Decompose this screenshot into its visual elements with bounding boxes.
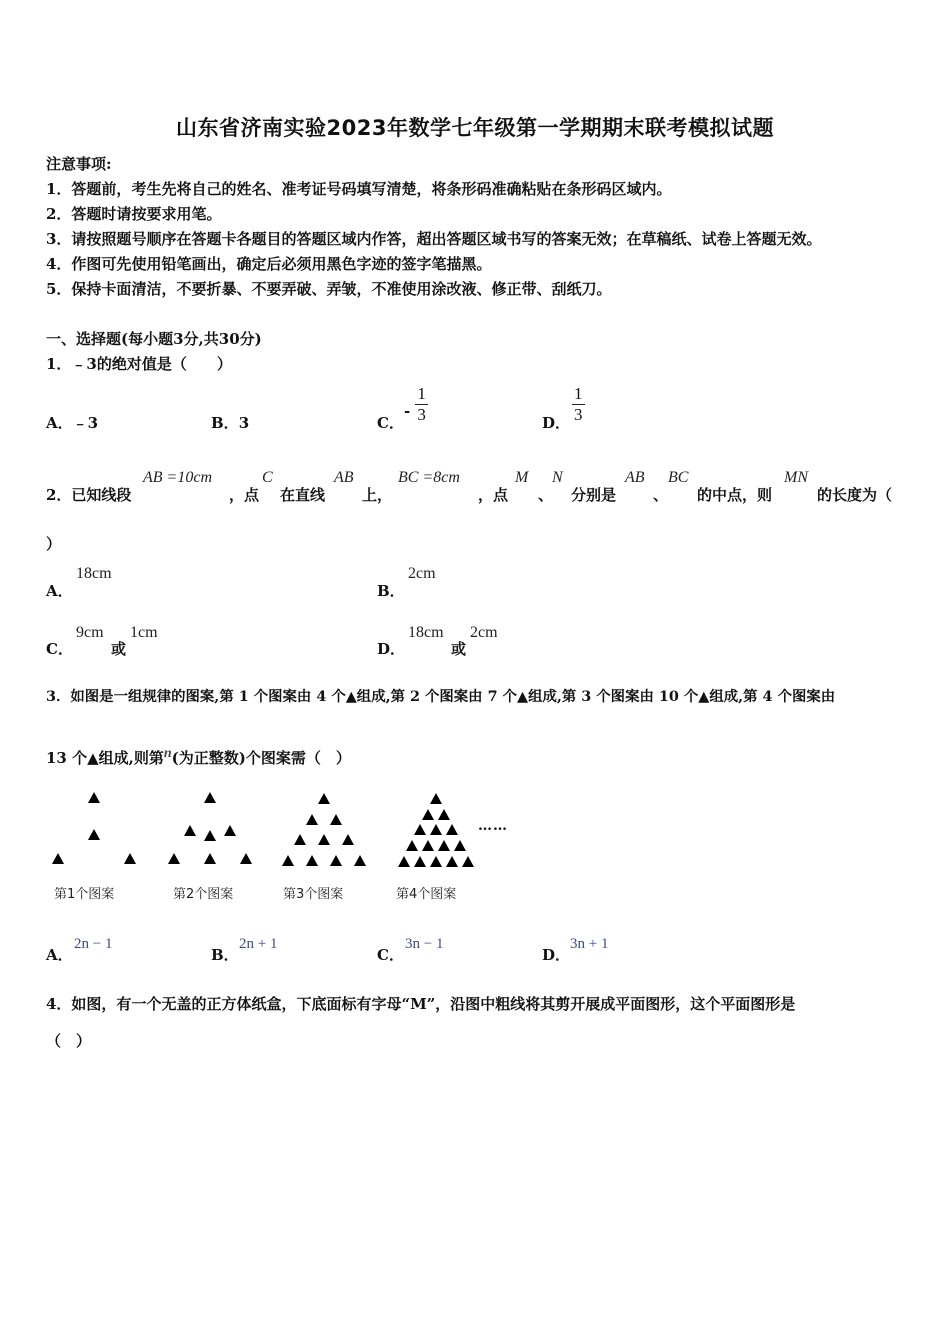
pattern-4 (398, 793, 474, 867)
triangle-icon (124, 853, 136, 864)
q3-option-a-value: 2n − 1 (74, 936, 113, 952)
q3-stem-part-a: 13 个▲组成,则第 (46, 749, 164, 767)
q3-pattern-figure (44, 786, 534, 876)
q2-option-d-or: 或 (451, 640, 467, 658)
triangle-icon (438, 809, 450, 820)
q2-close-paren: ） (46, 535, 62, 553)
q2-math-n: N (552, 469, 563, 486)
q3-option-d-value: 3n + 1 (570, 936, 609, 952)
q2-option-d-value-1: 18cm (408, 624, 444, 641)
note-item-5: 5．保持卡面清洁，不要折暴、不要弄破、弄皱，不准使用涂改液、修正带、刮纸刀。 (46, 280, 612, 298)
q3-option-d-label: D． (542, 946, 571, 964)
q3-option-b-value: 2n + 1 (239, 936, 278, 952)
q2-option-d-label: D． (377, 640, 406, 658)
denominator: 3 (417, 405, 426, 424)
q2-text-10: 的长度为（ (817, 486, 893, 504)
q2-math-bc-2: BC (668, 469, 689, 486)
q3-variable-n: n (163, 746, 172, 761)
option-label: B． (211, 414, 239, 432)
q1-option-d-label: D． (542, 414, 571, 432)
triangle-icon (462, 856, 474, 867)
q2-option-b-value: 2cm (408, 565, 436, 582)
q2-math-mn: MN (784, 469, 808, 486)
q2-text-7: 分别是 (571, 486, 617, 504)
triangle-icon (422, 809, 434, 820)
triangle-icon (354, 855, 366, 866)
page-title: 山东省济南实验2023年数学七年级第一学期期末联考模拟试题 (176, 116, 774, 140)
option-label: A． (46, 414, 73, 432)
q2-math-m: M (515, 469, 529, 486)
q3-option-b-label: B． (211, 946, 239, 964)
note-item-2: 2．答题时请按要求用笔。 (46, 205, 222, 223)
q4-stem-line-1: 4．如图，有一个无盖的正方体纸盒，下底面标有字母“M”，沿图中粗线将其剪开展成平面图形，这个平面图形是 (46, 995, 796, 1013)
pattern-caption-3: 第3个图案 (283, 887, 344, 902)
denominator: 3 (574, 405, 583, 424)
note-item-1: 1．答题前，考生先将自己的姓名、准考证号码填写清楚，将条形码准确粘贴在条形码区域内。 (46, 180, 672, 198)
q3-stem-part-b: (为正整数)个图案需（ ） (171, 749, 351, 767)
triangle-icon (306, 855, 318, 866)
pattern-3 (282, 793, 366, 866)
triangle-icon (422, 840, 434, 851)
minus-sign: - (404, 401, 411, 420)
option-value: ﹣3 (72, 414, 99, 432)
triangle-icon (204, 853, 216, 864)
q2-math-bc: BC =8cm (398, 469, 460, 486)
q2-math-ab: AB =10cm (143, 469, 212, 486)
triangle-icon (318, 834, 330, 845)
triangle-icon (88, 792, 100, 803)
triangle-icon (454, 840, 466, 851)
triangle-icon (306, 814, 318, 825)
q2-option-c-label: C． (46, 640, 73, 658)
q2-text-9: 的中点，则 (697, 486, 773, 504)
q2-option-c-or: 或 (111, 640, 127, 658)
q2-text-5: ，点 (478, 486, 509, 504)
triangle-icon (240, 853, 252, 864)
triangle-icon (318, 793, 330, 804)
q2-text-4: 上， (362, 486, 393, 504)
q1-stem: 1．﹣3的绝对值是（ ） (46, 355, 232, 373)
pattern-1 (52, 792, 136, 864)
pattern-caption-2: 第2个图案 (173, 887, 234, 902)
note-item-4: 4．作图可先使用铅笔画出，确定后必须用黑色字迹的签字笔描黑。 (46, 255, 492, 273)
q3-option-c-value: 3n − 1 (405, 936, 444, 952)
q4-stem-line-2: （ ） (46, 1032, 92, 1050)
triangle-icon (406, 840, 418, 851)
triangle-icon (88, 829, 100, 840)
q3-option-c-label: C． (377, 946, 404, 964)
q1-option-a (46, 412, 98, 433)
triangle-icon (342, 834, 354, 845)
section-heading: 一、选择题(每小题3分,共30分) (46, 330, 262, 348)
q1-option-b (211, 412, 249, 433)
q3-stem-line-1: 3．如图是一组规律的图案,第 1 个图案由 4 个▲组成,第 2 个图案由 7 个▲组成,第 3 个图案由 10 个▲组成,第 4 个图案由 (46, 688, 836, 705)
q2-text-2: ，点 (229, 486, 260, 504)
triangle-icon (430, 793, 442, 804)
triangle-icon (224, 825, 236, 836)
q2-math-line-ab: AB (334, 469, 354, 486)
q2-option-b-label: B． (377, 582, 405, 600)
q1-option-d-value (572, 384, 585, 425)
triangle-icon (52, 853, 64, 864)
fraction (415, 384, 428, 425)
q2-option-a-value: 18cm (76, 565, 112, 582)
note-item-3: 3．请按照题号顺序在答题卡各题目的答题区域内作答，超出答题区域书写的答案无效；在草稿纸、试卷上答题无效。 (46, 230, 822, 248)
q2-math-ab-2: AB (625, 469, 645, 486)
numerator: 1 (417, 384, 426, 403)
triangle-icon (414, 856, 426, 867)
numerator: 1 (574, 384, 583, 403)
q3-option-a-label: A． (46, 946, 73, 964)
triangle-icon (282, 855, 294, 866)
triangle-icon (430, 856, 442, 867)
q2-text-8: 、 (653, 486, 669, 504)
option-value: 3 (238, 414, 250, 432)
q2-text-3: 在直线 (280, 486, 326, 504)
q2-option-c-value-1: 9cm (76, 624, 104, 641)
q2-text-6: 、 (538, 486, 554, 504)
q2-option-c-value-2: 1cm (130, 624, 158, 641)
triangle-icon (446, 856, 458, 867)
q3-stem-line-2 (46, 747, 351, 768)
q2-option-d-value-2: 2cm (470, 624, 498, 641)
triangle-icon (414, 824, 426, 835)
notes-heading: 注意事项: (46, 155, 112, 173)
triangle-icon (184, 825, 196, 836)
q1-option-c-value (404, 384, 428, 425)
triangle-icon (446, 824, 458, 835)
q2-text-1: 2．已知线段 (46, 486, 132, 504)
triangle-icon (330, 855, 342, 866)
q1-option-c-label: C． (377, 414, 404, 432)
triangle-icon (168, 853, 180, 864)
triangle-icon (330, 814, 342, 825)
pattern-caption-4: 第4个图案 (396, 887, 457, 902)
triangle-icon (430, 824, 442, 835)
q2-option-a-label: A． (46, 582, 73, 600)
q3-ellipsis: …… (478, 818, 508, 834)
pattern-caption-1: 第1个图案 (54, 887, 115, 902)
triangle-icon (204, 792, 216, 803)
q2-math-c: C (262, 469, 273, 486)
triangle-icon (294, 834, 306, 845)
fraction (572, 384, 585, 425)
triangle-icon (438, 840, 450, 851)
triangle-icon (398, 856, 410, 867)
triangle-icon (204, 830, 216, 841)
pattern-2 (168, 792, 252, 864)
